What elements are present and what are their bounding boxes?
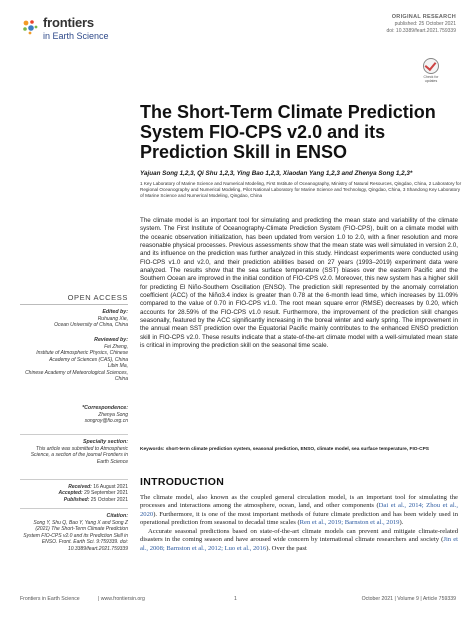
accepted-label: Accepted:	[58, 490, 83, 497]
check-updates-label: Check for updates	[423, 75, 439, 83]
abstract: The climate model is an important tool for simulating and predicting the mean state and variability of the climate system. The First Institute of Oceanography-Climate Prediction System (FIO-CPS), built on a climate model with the oceanic observation initialization, has been updated from version 1.0 to 2.0, with a finer resolution and more reasonable physical processes. Previous assessments show that the mean state was well simulated in version 2.0, and its influence on the prediction was further analyzed in this study. Hindcast experiments were conducted using FIO-CPS v1.0 and v2.0, and their prediction abilities based on 27 years (1993–2019) experiment data were analyzed. The results show that the sea surface temperature (SST) biases over the eastern Pacific and the Southern Ocean are improved in the initial condition of FIO-CPS v2.0. Moreover, this new system has a higher skill for predicting El Niño-Southern Oscillation (ENSO). The prediction skill represented by the anomaly correlation coefficient (ACC) of the Niño3.4 index is greater than 0.78 at the 6-month lead time, which increases by 11.09% compared to the value of 0.70 in FIO-CPS v1.0. The root mean square error (RMSE) decreases by 0.20, which accounts for 28.59% of the FIO-CPS v1.0 result. Furthermore, the improvement of the prediction skill changes seasonally, featured by the ACC significantly increasing in the boreal winter and early spring. The improvement in the annual mean SST prediction over the Equatorial Pacific mainly contributes to the enhanced ENSO prediction skill in FIO-CPS v2.0. These results indicate that a state-of-the-art climate model with a well-simulated mean state is critical in improving the prediction skill on the seasonal time scale.	[140, 217, 458, 350]
edited-by-section	[20, 309, 128, 329]
published-row	[20, 497, 128, 503]
received-date: 16 August 2021	[93, 484, 128, 490]
editor-name: Ruhuang Xie,	[97, 316, 128, 322]
keywords: Keywords: short-term climate prediction system, seasonal prediction, ENSO, climate model, sea surface temperature, FIO-CPS	[140, 447, 429, 452]
divider	[20, 304, 128, 305]
intro-text: ).	[399, 519, 404, 527]
journal-brand: frontiers	[43, 15, 94, 30]
specialty-section	[20, 439, 128, 465]
citation-link[interactable]: Ren et al., 2019; Barnston et al., 2019	[299, 519, 400, 527]
citation-link[interactable]: Dai et al., 2014; Zhou et al., 2020	[140, 502, 458, 518]
journal-logo[interactable]	[21, 14, 151, 46]
reviewed-by-section	[20, 337, 128, 382]
article-meta	[386, 14, 456, 35]
reviewer-name: Fei Zheng,	[104, 344, 128, 350]
reviewer-name: Libin Ma,	[107, 363, 128, 370]
article-type: ORIGINAL RESEARCH	[391, 14, 456, 20]
frontiers-logo-icon	[21, 18, 39, 36]
introduction-heading: INTRODUCTION	[140, 476, 225, 488]
received-label: Received:	[68, 484, 92, 490]
reviewer-institution: Institute of Atmospheric Physics, Chinese Academy of Sciences (CAS), China	[36, 350, 128, 363]
published-line: published: 25 October 2021	[394, 21, 456, 27]
citation-heading: Citation:	[106, 513, 128, 519]
specialty-text: This article was submitted to Atmospheric Science, a section of the journal Frontiers in Earth Science	[30, 446, 128, 465]
article-title: The Short-Term Climate Prediction System FIO-CPS v2.0 and its Prediction Skill in ENSO	[140, 102, 436, 162]
citation-section	[20, 513, 128, 552]
divider	[20, 479, 128, 480]
edited-by-heading: Edited by:	[102, 309, 128, 315]
correspondence-section	[20, 405, 128, 425]
correspondence-email[interactable]: songroy@fio.org.cn	[84, 418, 128, 425]
accepted-date: 29 September 2021	[84, 490, 128, 497]
intro-text: ). Over the past	[266, 544, 307, 552]
correspondence-heading: *Correspondence:	[82, 405, 128, 411]
specialty-heading: Specialty section:	[82, 439, 128, 445]
published-label: Published:	[63, 496, 90, 503]
page-number: 1	[234, 596, 237, 602]
intro-text: The climate model, also known as the coupled general circulation model, is an important tool for simulating the processes and interactions among the atmosphere, ocean, land, and other components (	[140, 494, 458, 510]
footer-journal: Frontiers in Earth Science	[20, 596, 80, 602]
open-access-label: OPEN ACCESS	[67, 293, 128, 302]
footer-issue: October 2021 | Volume 9 | Article 759339	[361, 596, 456, 602]
intro-text: Accurate seasonal predictions based on state-of-the-art climate models can prevent and mitigate climate-related disasters in the coming season and have aroused wide concern by international climate researchers and society (	[140, 527, 458, 544]
introduction-body	[140, 494, 458, 553]
history-section	[20, 484, 128, 503]
author-list[interactable]: Yajuan Song 1,2,3, Qi Shu 1,2,3, Ying Bao 1,2,3, Xiaodan Yang 1,2,3 and Zhenya Song 1,2,3*	[140, 170, 413, 177]
check-updates-icon	[423, 58, 439, 74]
reviewed-by-heading: Reviewed by:	[94, 337, 128, 343]
journal-subtitle: in Earth Science	[43, 31, 109, 41]
intro-text: ). Furthermore, it is one of the most important methods of future climate prediction and has been widely used in operational prediction from seasonal to decadal time scales (	[140, 510, 458, 527]
reviewer-institution: Chinese Academy of Meteorological Sciences, China	[25, 369, 128, 383]
correspondence-name: Zhenya Song	[98, 412, 128, 418]
published-date: 25 October 2021	[90, 496, 128, 503]
affiliations: 1 Key Laboratory of Marine Science and Numerical Modeling, First Institute of Oceanography, Ministry of Natural Resources, Qingdao, China, 2 Laboratory for Regional Oceanography and Numerical Modeling, Pilot National Laboratory for Marine Science and Technology, Qingdao, China, 3 Shandong Key Laboratory of Marine Science and Numerical Modeling, Qingdao, China	[140, 181, 462, 199]
footer-website-link[interactable]: | www.frontiersin.org	[98, 596, 145, 602]
intro-paragraph	[140, 528, 458, 553]
check-updates-button[interactable]	[420, 58, 442, 86]
divider	[20, 508, 128, 509]
intro-paragraph	[140, 494, 458, 528]
citation-text: Song Y, Shu Q, Bao Y, Yang X and Song Z (2021) The Short-Term Climate Prediction System FIO-CPS v2.0 and its Prediction Skill in ENSO. Front. Earth Sci. 9:759339. doi: 10.3389/feart.2021.759339	[23, 520, 128, 552]
divider	[20, 434, 128, 435]
doi[interactable]: doi: 10.3389/feart.2021.759339	[386, 28, 456, 34]
editor-institution: Ocean University of China, China	[54, 322, 128, 329]
citation-link[interactable]: Jin et al., 2008; Barnston et al., 2012; Luo et al., 2016	[140, 536, 458, 552]
